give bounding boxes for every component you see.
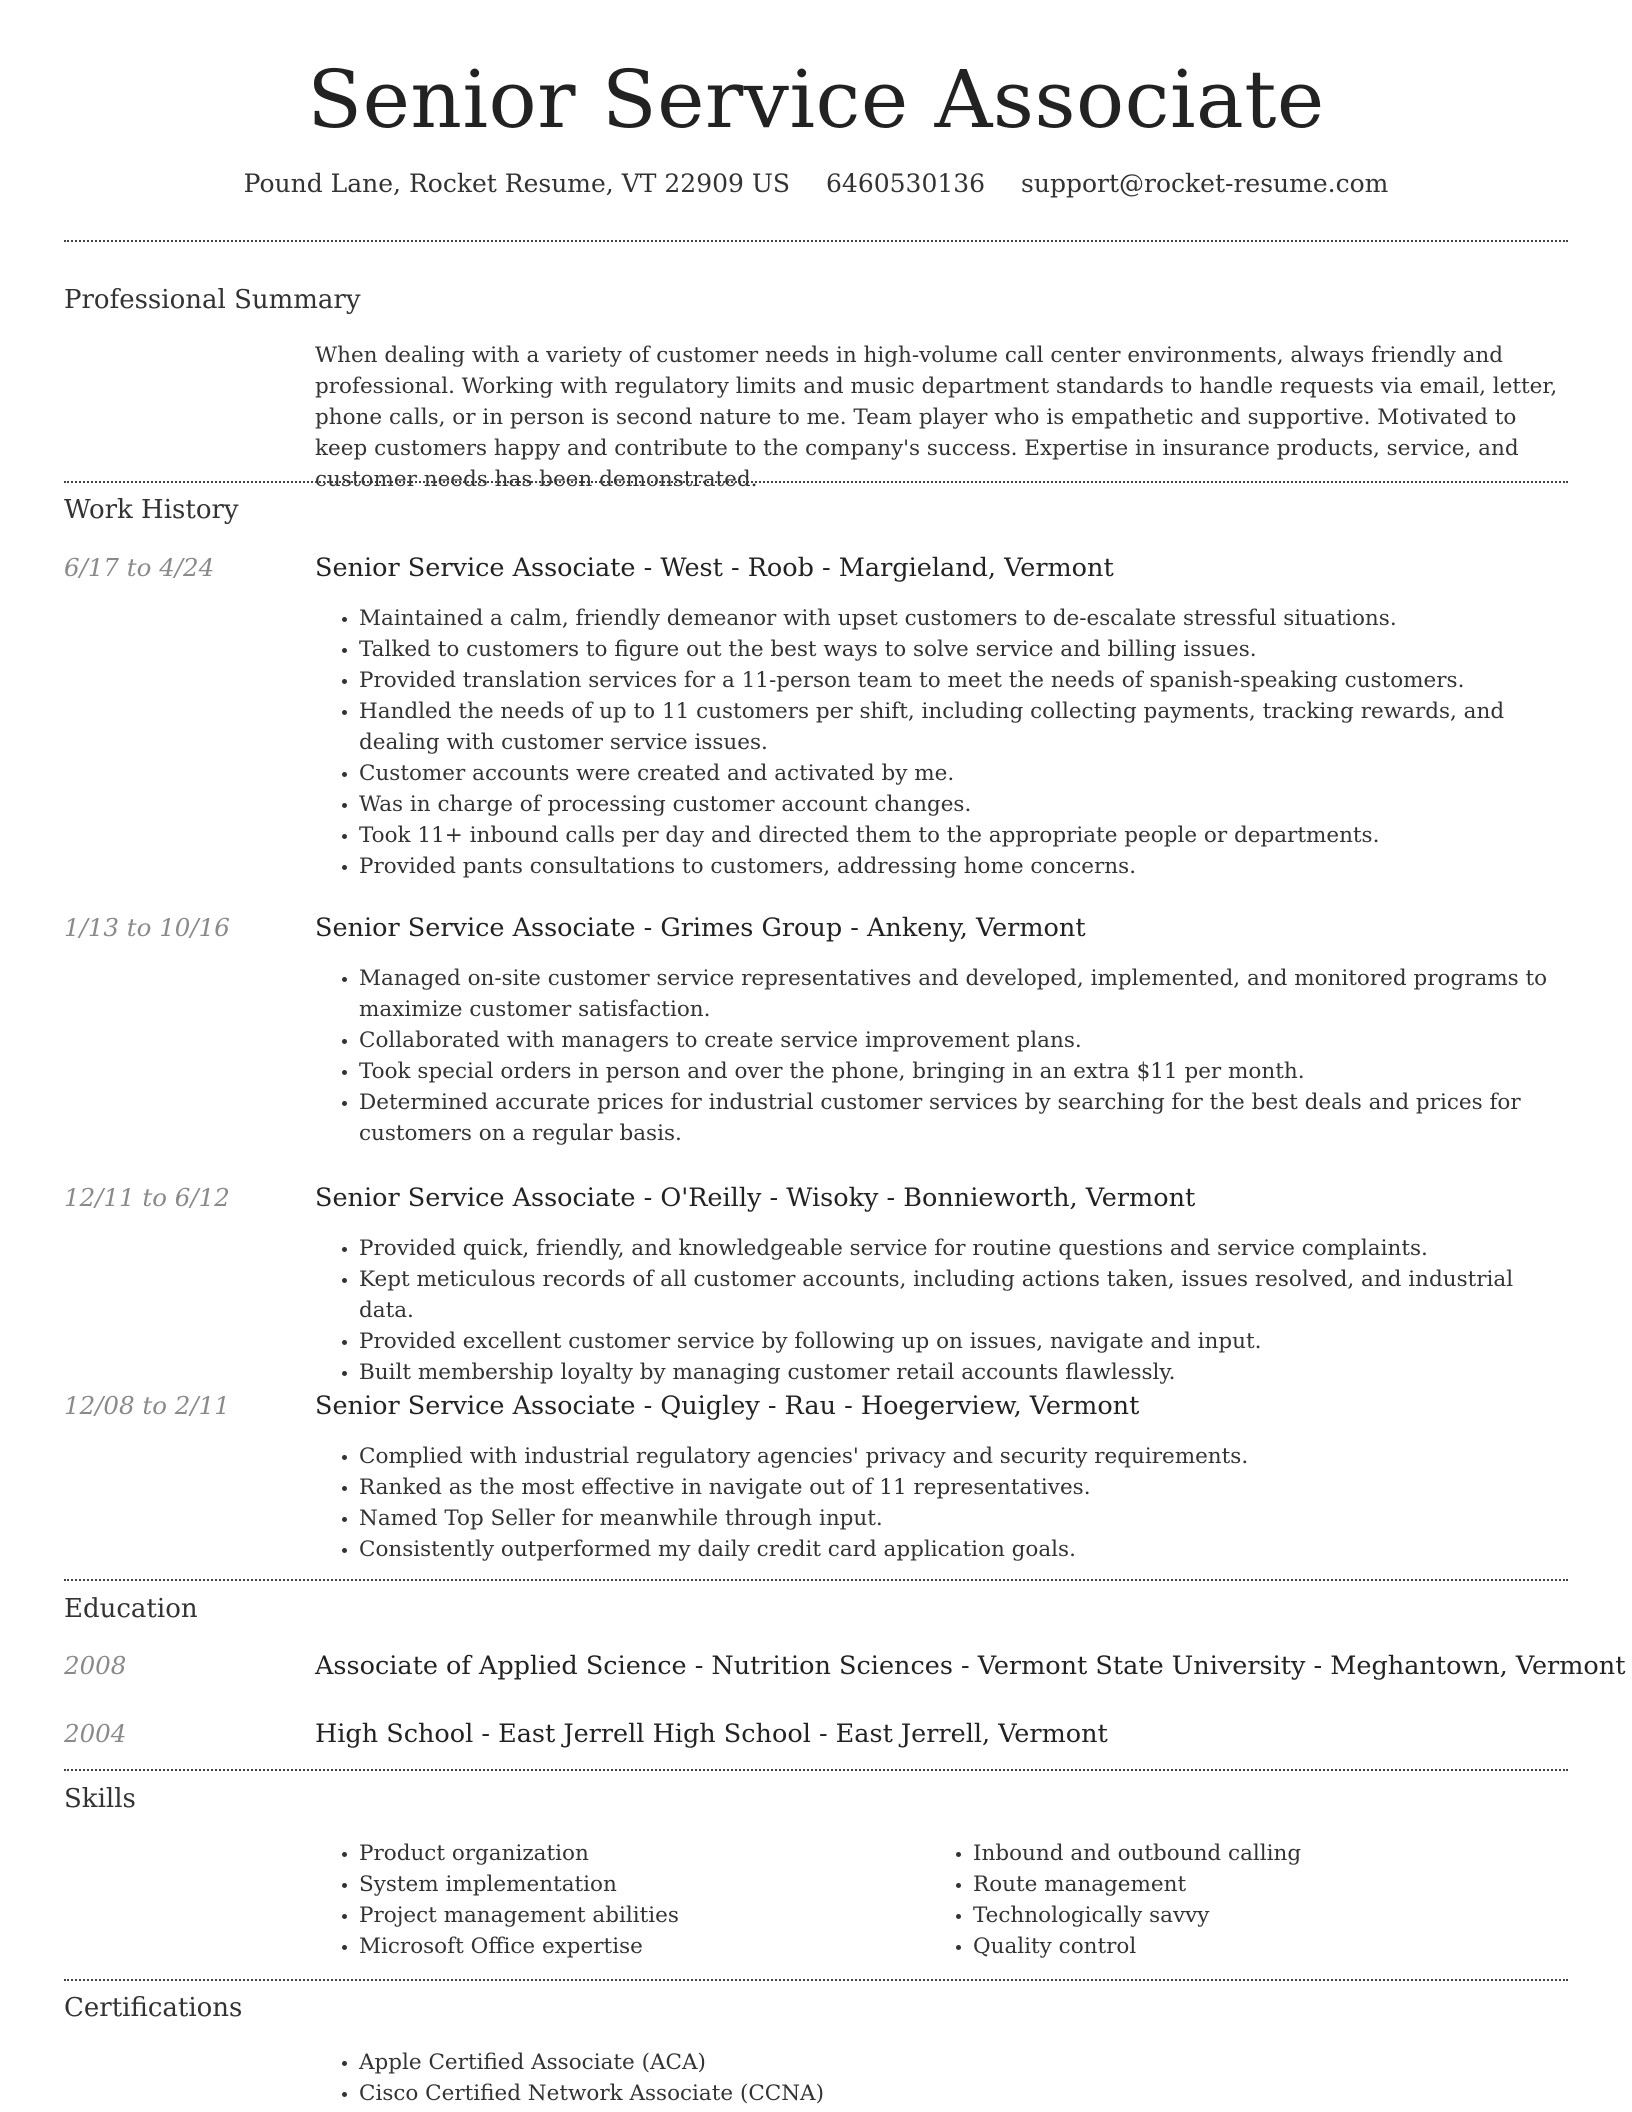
list-item: • Technologically savvy: [973, 1900, 1569, 1931]
list-item: • Provided excellent customer service by following up on issues, navigate and input.: [359, 1326, 1570, 1357]
list-item: • Project management abilities: [359, 1900, 930, 1931]
education-title: Associate of Applied Science - Nutrition Sciences - Vermont State University - Meghantown, Vermont: [315, 1651, 1626, 1681]
list-item: • Consistently outperformed my daily credit card application goals.: [359, 1534, 1570, 1565]
section-title-skills: Skills: [64, 1784, 136, 1814]
list-item: • Took 11+ inbound calls per day and directed them to the appropriate people or departments.: [359, 820, 1570, 851]
list-item: • Route management: [973, 1869, 1569, 1900]
list-item: • Inbound and outbound calling: [973, 1838, 1569, 1869]
education-year: 2008: [64, 1651, 127, 1680]
list-item: • Managed on-site customer service representatives and developed, implemented, and monitored programs to maximize customer satisfaction.: [359, 963, 1570, 1025]
list-item: • Handled the needs of up to 11 customers per shift, including collecting payments, tracking rewards, and dealing with customer service issues.: [359, 696, 1570, 758]
list-item: • Kept meticulous records of all customer accounts, including actions taken, issues resolved, and industrial data.: [359, 1264, 1570, 1326]
list-item: • Collaborated with managers to create service improvement plans.: [359, 1025, 1570, 1056]
job-bullets: [315, 963, 1570, 1149]
job-title: Senior Service Associate - Quigley - Rau - Hoegerview, Vermont: [315, 1391, 1140, 1421]
list-item: • Provided pants consultations to customers, addressing home concerns.: [359, 851, 1570, 882]
section-title-summary: Professional Summary: [64, 285, 361, 315]
list-item: • Provided quick, friendly, and knowledgeable service for routine questions and service complaints.: [359, 1233, 1570, 1264]
section-title-certifications: Certifications: [64, 1993, 243, 2023]
section-title-education: Education: [64, 1594, 198, 1624]
list-item: • Took special orders in person and over the phone, bringing in an extra $11 per month.: [359, 1056, 1570, 1087]
candidate-name: Senior Service Associate: [307, 53, 1325, 146]
certifications-list: [315, 2047, 1570, 2109]
job-dates: 12/11 to 6/12: [64, 1183, 230, 1212]
education-title: High School - East Jerrell High School - East Jerrell, Vermont: [315, 1719, 1108, 1749]
divider: [64, 1579, 1568, 1581]
job-dates: 12/08 to 2/11: [64, 1391, 230, 1420]
list-item: • Product organization: [359, 1838, 930, 1869]
skills-list-left: [315, 1838, 930, 1962]
list-item: • Named Top Seller for meanwhile through input.: [359, 1503, 1570, 1534]
divider: [64, 1769, 1568, 1771]
list-item: • Apple Certified Associate (ACA): [359, 2047, 1570, 2078]
list-item: • Provided translation services for a 11-person team to meet the needs of spanish-speaking customers.: [359, 665, 1570, 696]
contact-phone: 6460530136: [826, 169, 986, 198]
list-item: • Microsoft Office expertise: [359, 1931, 930, 1962]
divider: [64, 240, 1568, 242]
summary-text: When dealing with a variety of customer needs in high-volume call center environments, always friendly and professional. Working with regulatory limits and music department standards to handle requests via email, letter, phone calls, or in person is second nature to me. Team player who is empathetic and supportive. Motivated to keep customers happy and contribute to the company's success. Expertise in insurance products, service, and customer needs has been demonstrated.: [315, 343, 1558, 492]
list-item: • Customer accounts were created and activated by me.: [359, 758, 1570, 789]
job-title: Senior Service Associate - Grimes Group - Ankeny, Vermont: [315, 913, 1086, 943]
job-title: Senior Service Associate - O'Reilly - Wisoky - Bonnieworth, Vermont: [315, 1183, 1196, 1213]
job-title: Senior Service Associate - West - Roob - Margieland, Vermont: [315, 553, 1114, 583]
list-item: • Determined accurate prices for industrial customer services by searching for the best deals and prices for customers on a regular basis.: [359, 1087, 1570, 1149]
list-item: • Ranked as the most effective in navigate out of 11 representatives.: [359, 1472, 1570, 1503]
education-year: 2004: [64, 1719, 127, 1748]
list-item: • Cisco Certified Network Associate (CCNA): [359, 2078, 1570, 2109]
list-item: • Complied with industrial regulatory agencies' privacy and security requirements.: [359, 1441, 1570, 1472]
list-item: • Quality control: [973, 1931, 1569, 1962]
job-bullets: [315, 1233, 1570, 1388]
contact-line: [0, 168, 1632, 200]
skills-list-right: [929, 1838, 1569, 1962]
job-dates: 1/13 to 10/16: [64, 913, 230, 942]
divider: [64, 1979, 1568, 1981]
divider: [64, 481, 1568, 483]
list-item: • Was in charge of processing customer account changes.: [359, 789, 1570, 820]
list-item: • Maintained a calm, friendly demeanor with upset customers to de-escalate stressful situations.: [359, 603, 1570, 634]
list-item: • System implementation: [359, 1869, 930, 1900]
job-dates: 6/17 to 4/24: [64, 553, 215, 582]
job-bullets: [315, 1441, 1570, 1565]
list-item: • Talked to customers to figure out the best ways to solve service and billing issues.: [359, 634, 1570, 665]
contact-email[interactable]: support@rocket-resume.com: [1021, 169, 1389, 198]
list-item: • Built membership loyalty by managing customer retail accounts flawlessly.: [359, 1357, 1570, 1388]
job-bullets: [315, 603, 1570, 882]
contact-address: Pound Lane, Rocket Resume, VT 22909 US: [243, 169, 791, 198]
section-title-work-history: Work History: [64, 495, 239, 525]
